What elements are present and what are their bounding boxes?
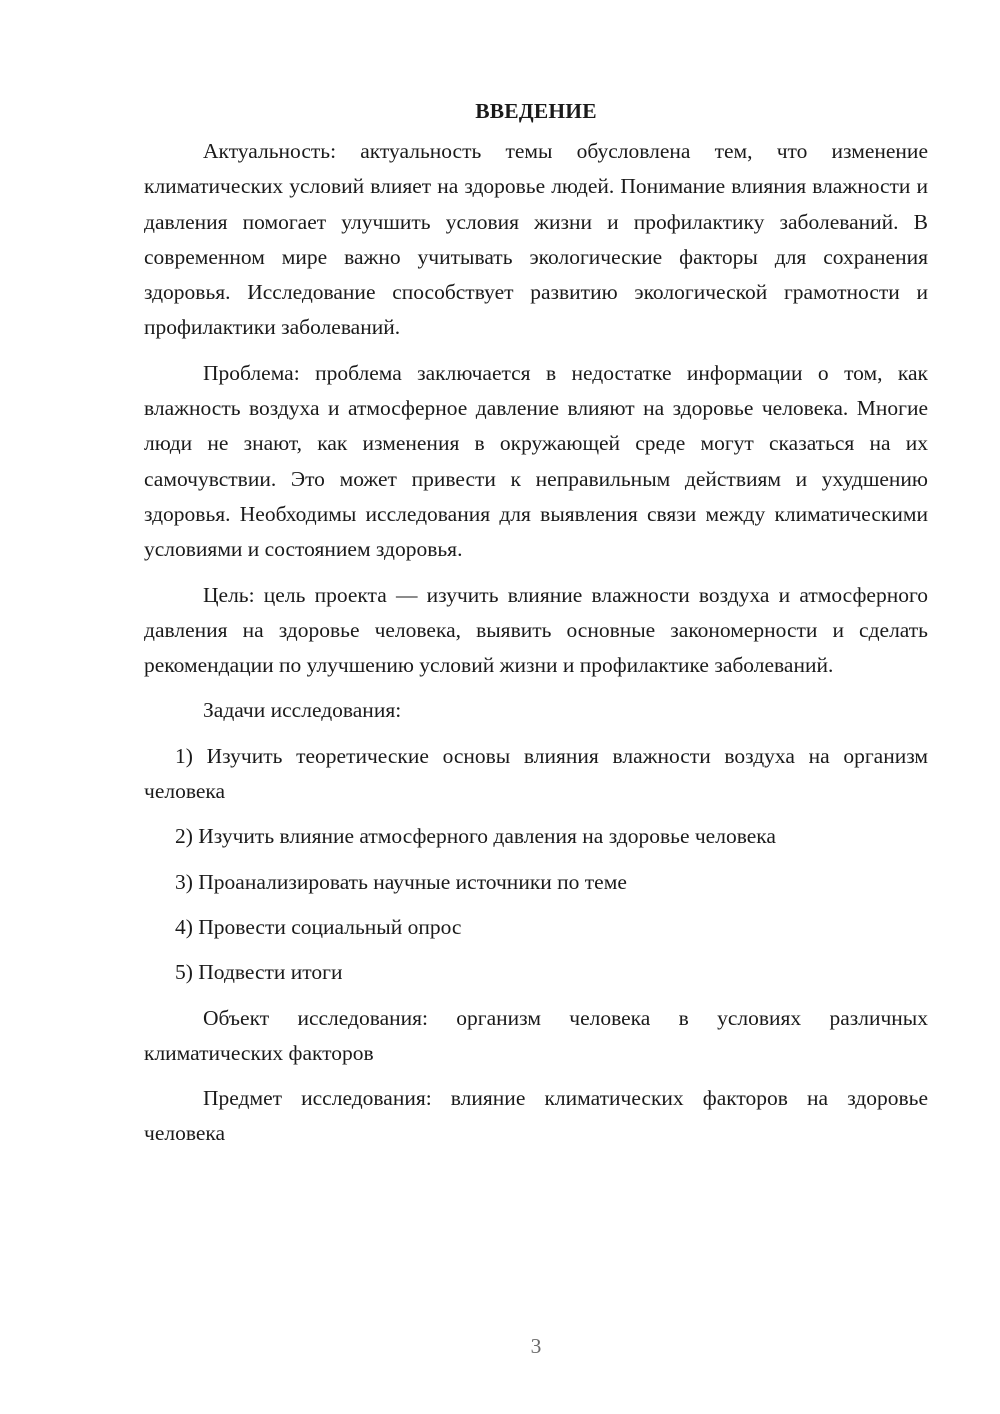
task-item: 4) Провести социальный опрос xyxy=(175,914,462,939)
task-item: 3) Проанализировать научные источники по теме xyxy=(175,869,627,894)
object-paragraph: Объект исследования: организм человека в условиях различных климатических факторов xyxy=(144,1005,928,1065)
subject-paragraph: Предмет исследования: влияние климатических факторов на здоровье человека xyxy=(144,1086,928,1146)
tasks-list xyxy=(144,739,928,991)
task-item: 5) Подвести итоги xyxy=(175,960,343,985)
task-item: 1) Изучить теоретические основы влияния влажности воздуха на организм человека xyxy=(144,743,928,804)
page-title: ВВЕДЕНИЕ xyxy=(475,99,597,123)
problem-paragraph: Проблема: проблема заключается в недостатке информации о том, как влажность воздуха и атмосферное давление влияют на здоровье человека. Многие люди не знают, как изменения в окружающей среде могут сказаться на их самочувствии. Это может привести к неправильным действиям и ухудшению здоровья. Необходимы исследования для выявления связи между климатическими условиями и состоянием здоровья. xyxy=(144,360,928,562)
page-content xyxy=(144,96,928,1162)
relevance-paragraph: Актуальность: актуальность темы обусловлена тем, что изменение климатических условий влияет на здоровье людей. Понимание влияния влажности и давления помогает улучшить условия жизни и профилактику заболеваний. В современном мире важно учитывать экологические факторы для сохранения здоровья. Исследование способствует развитию экологической грамотности и профилактики заболеваний. xyxy=(144,139,928,340)
tasks-heading: Задачи исследования: xyxy=(203,698,402,723)
task-item: 2) Изучить влияние атмосферного давления на здоровье человека xyxy=(175,824,776,849)
page-number: 3 xyxy=(530,1334,542,1358)
goal-paragraph: Цель: цель проекта — изучить влияние влажности воздуха и атмосферного давления на здоровье человека, выявить основные закономерности и сделать рекомендации по улучшению условий жизни и профилактике заболеваний. xyxy=(144,582,928,678)
